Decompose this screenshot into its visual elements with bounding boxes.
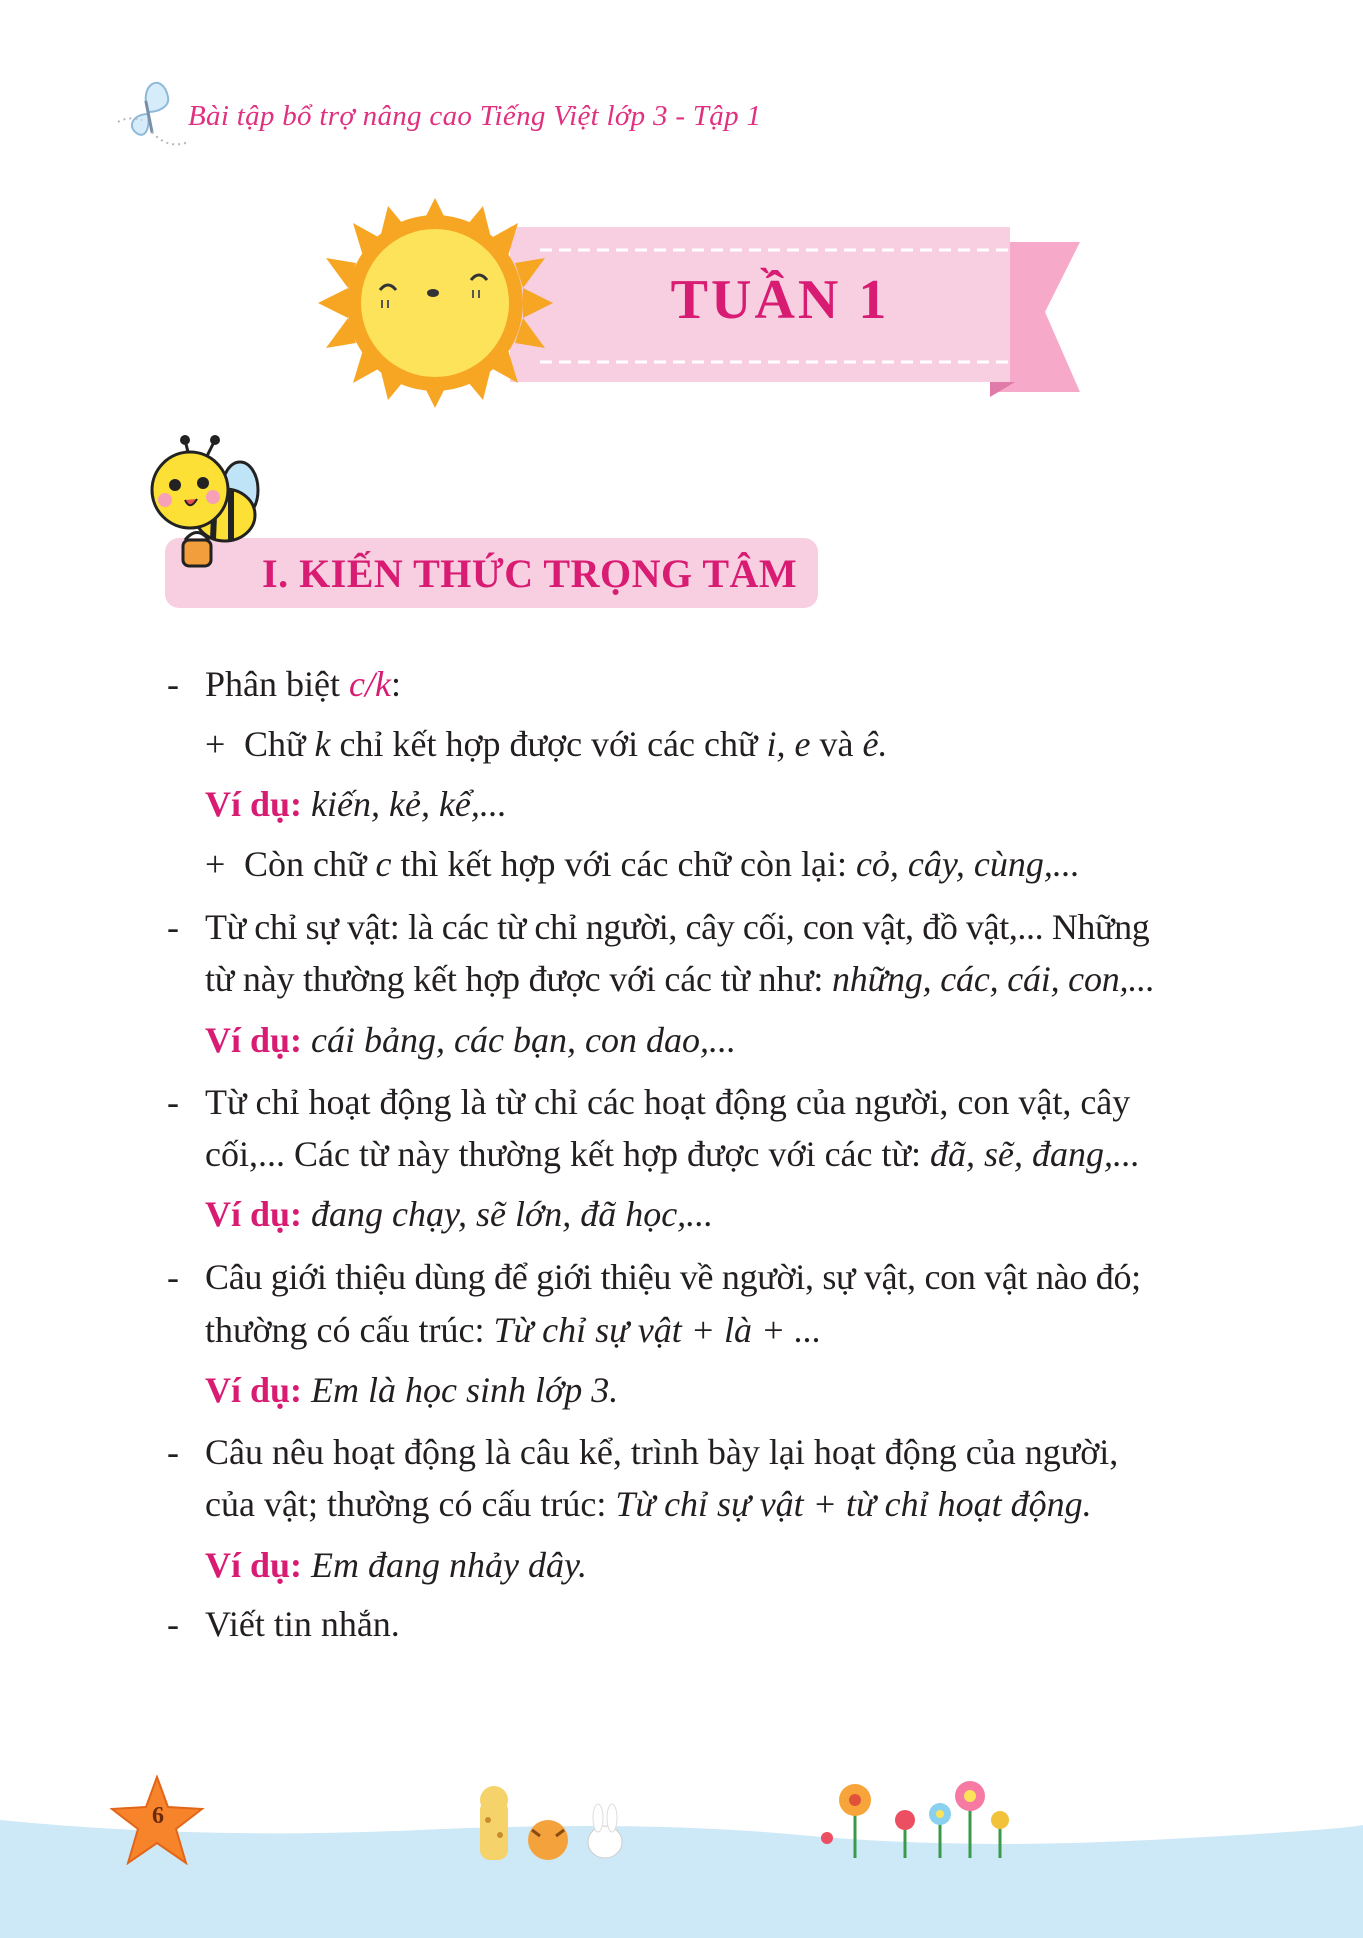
sun-icon (318, 198, 553, 408)
bee-icon (145, 435, 270, 575)
bullet-dash: - (167, 1257, 179, 1297)
example-line-2: Ví dụ: cái bảng, các bạn, con dao,... (205, 1020, 736, 1060)
bullet-activity-sentence-line-2: của vật; thường có cấu trúc: Từ chỉ sự vật + từ chỉ hoạt động. (205, 1484, 1092, 1524)
flowers-icon (815, 1778, 1020, 1860)
rule-c-letter: Còn chữ c thì kết hợp với các chữ còn lại: cỏ, cây, cùng,... (244, 844, 1080, 884)
bullet-intro-sentence-line-2: thường có cấu trúc: Từ chỉ sự vật + là + ... (205, 1310, 822, 1350)
bullet-dash: - (167, 1082, 179, 1122)
week-title: TUẦN 1 (670, 269, 890, 331)
bullet-activity-sentence-line-1: Câu nêu hoạt động là câu kể, trình bày lại hoạt động của người, (205, 1432, 1119, 1472)
bullet-noun-line-1: Từ chỉ sự vật: là các từ chỉ người, cây cối, con vật, đồ vật,... Những (205, 907, 1150, 947)
example-line-1: Ví dụ: kiến, kẻ, kể,... (205, 784, 507, 824)
bullet-ck-distinction: Phân biệt c/k: (205, 664, 401, 704)
running-header-title: Bài tập bổ trợ nâng cao Tiếng Việt lớp 3 - Tập 1 (188, 100, 762, 132)
bullet-noun-line-2: từ này thường kết hợp được với các từ như: những, các, cái, con,... (205, 959, 1155, 999)
plus-marker: + (205, 724, 226, 764)
bullet-dash: - (167, 907, 179, 947)
animal-friends-icon (470, 1780, 630, 1862)
example-line-3: Ví dụ: đang chạy, sẽ lớn, đã học,... (205, 1194, 714, 1234)
page-number: 6 (152, 1803, 164, 1829)
bullet-dash: - (167, 1604, 179, 1644)
bullet-write-message: Viết tin nhắn. (205, 1604, 400, 1644)
butterfly-icon (108, 72, 193, 152)
rule-k-letter: Chữ k chỉ kết hợp được với các chữ i, e và ê. (244, 724, 888, 764)
bullet-dash: - (167, 1432, 179, 1472)
bullet-verb-line-2: cối,... Các từ này thường kết hợp được với các từ: đã, sẽ, đang,... (205, 1134, 1141, 1174)
plus-marker: + (205, 844, 226, 884)
bullet-verb-line-1: Từ chỉ hoạt động là từ chỉ các hoạt động của người, con vật, cây (205, 1082, 1131, 1122)
section-title: I. KIẾN THỨC TRỌNG TÂM (262, 551, 798, 596)
bullet-intro-sentence-line-1: Câu giới thiệu dùng để giới thiệu về người, sự vật, con vật nào đó; (205, 1257, 1141, 1297)
bullet-dash: - (167, 664, 179, 704)
example-line-5: Ví dụ: Em đang nhảy dây. (205, 1545, 587, 1585)
example-line-4: Ví dụ: Em là học sinh lớp 3. (205, 1370, 619, 1410)
